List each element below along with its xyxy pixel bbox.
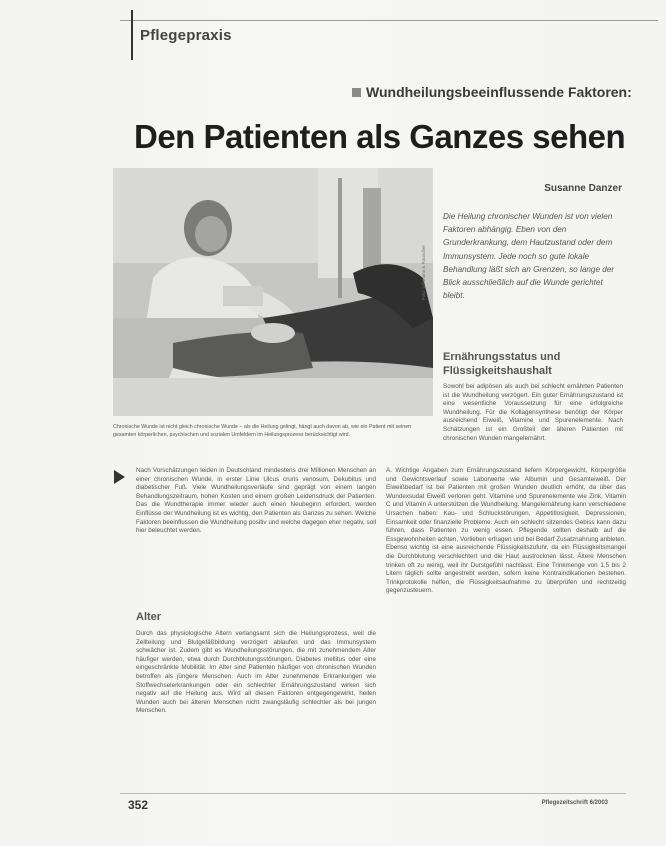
intro-paragraph: Nach Vorschätzungen leiden in Deutschland mindestens drei Millionen Menschen an einer chronischen Wunde, in erster Linie Ulcus cruris venosum, Dekubitus und diabetischer Fuß. Viele Wundheilungsverläufe sind geprägt von einem langen Behandlungszeitraum, hohen Kosten und einem großen Leidensdruck der Patienten. Das die Wundtherapie immer wieder auch einen Neubeginn erfordert, werden Einflüsse der Wundheilung ist es wichtig, den Patienten als Ganzes zu sehen. Welche Faktoren beeinflussen die Wundheilung positiv und welche dagegen eher negativ, soll hier beleuchtet werden. [136, 467, 376, 535]
nutrition-main-paragraph: A. Wichtige Angaben zum Ernährungszustand liefern Körpergewicht, Körpergröße und Gewichtsverlauf sowie Laborwerte wie Albumin und Gesamteiweiß. Der Eiweißbedarf ist bei Patienten mit großen Wunden deutlich erhöht, da über das Wundexsudat Eiweiß verloren geht. Vitamine und Spurenelemente wie Zink, Vitamin C und Vitamin A unterstützen die Wundheilung. Mangelernährung kann verschiedene Ursachen haben: Kau- und Schluckstörungen, Appetitlosigkeit, Depressionen, Einsamkeit oder finanzielle Probleme. Auch ein schlecht sitzendes Gebiss kann dazu führen, dass Patienten zu wenig essen. Pflegende sollten deshalb auf die Essgewohnheiten achten, Vorlieben erfragen und bei Bedarf Zusatznahrung anbieten. Ebenso wichtig ist eine ausreichende Flüssigkeitszufuhr, da ein Flüssigkeitsmangel die Durchblutung verschlechtert und die Haut austrocknen lässt. Ältere Menschen trinken oft zu wenig, weil ihr Durstgefühl nachlässt. Eine Trinkmenge von 1,5 bis 2 Litern täglich sollte angestrebt werden, sofern keine Kontraindikationen bestehen. Trinkprotokolle helfen, die Flüssigkeitsaufnahme zu überprüfen und rechtzeitig gegenzusteuern. [386, 467, 626, 595]
journal-reference: Pflegezeitschrift 6/2003 [541, 800, 608, 806]
headline: Den Patienten als Ganzes sehen [134, 118, 626, 155]
photo-caption: Chronische Wunde ist nicht gleich chronische Wunde – als die Heilung gelingt, hängt auch davon ab, wie ein Patient mit seinen gesamten körperlichen, psychischen und sozialen Umfeldern im Heilungsprozess berücksichtigt wird. [113, 424, 412, 438]
subhead-text: Wundheilungsbeeinflussende Faktoren: [366, 84, 632, 100]
alter-paragraph: Durch das physiologische Altern verlangsamt sich die Heilungsprozess, weil die Zellteilung und Blutgefäßbildung verzögert ablaufen und das Immunsystem schwächer ist. Zudem gibt es Wundheilungsstörungen, die mit zunehmendem Alter häufiger werden, etwa durch Durchblutungsstörungen, Diabetes mellitus oder eine eingeschränkte Mobilität. Im Alter sind Patienten häufiger von chronischen Wunden betroffen als jüngere Menschen. Auch im Alter zunehmende Erkrankungen wie Stoffwechselerkrankungen oder ein schlechter Ernährungszustand wirken sich negativ auf die Heilung aus. Wird all diesen Faktoren entgegengewirkt, heilen Wunden auch bei älteren Menschen nicht zwangsläufig schlechter als bei jungen Menschen. [136, 630, 376, 715]
top-rule [120, 20, 658, 21]
arrow-bullet-icon [114, 470, 125, 484]
section-label: Pflegepraxis [140, 27, 232, 44]
page-number: 352 [128, 798, 149, 812]
section-bar [131, 10, 133, 60]
nutrition-paragraph: Sowohl bei adipösen als auch bei schlecht ernährten Patienten ist die Wundheilung verzögert. Ein guter Ernährungszustand ist eine wesentliche Voraussetzung für eine erfolgreiche Wundheilung. Für die Kollagensynthese benötigt der Körper ausreichend Eiweiß, Vitamine und Spurenelemente. Nach Schätzungen ist ein Großteil der älteren Patienten mit chronischen Wunden mangelernährt. [443, 383, 623, 442]
intro-text: Die Heilung chronischer Wunden ist von vielen Faktoren abhängig. Eben von den Grunderkrankung, dem Hautzustand oder dem Immunsystem. Jede noch so gute lokale Behandlung läßt sich an Grenzen, so lange der Blick ausschließlich auf die Wunde gerichtet bleibt. [443, 212, 615, 301]
article-photo [113, 168, 433, 416]
photo-credit: Foto: Lohmann & Rauscher [421, 244, 426, 300]
bottom-rule [120, 793, 626, 794]
author: Susanne Danzer [544, 183, 622, 194]
subhead [352, 84, 632, 100]
photo-illustration [113, 168, 433, 416]
section-heading-nutrition: Ernährungsstatus und Flüssigkeitshaushalt [443, 351, 561, 377]
section-heading-alter: Alter [136, 611, 162, 623]
square-bullet-icon [352, 88, 361, 97]
